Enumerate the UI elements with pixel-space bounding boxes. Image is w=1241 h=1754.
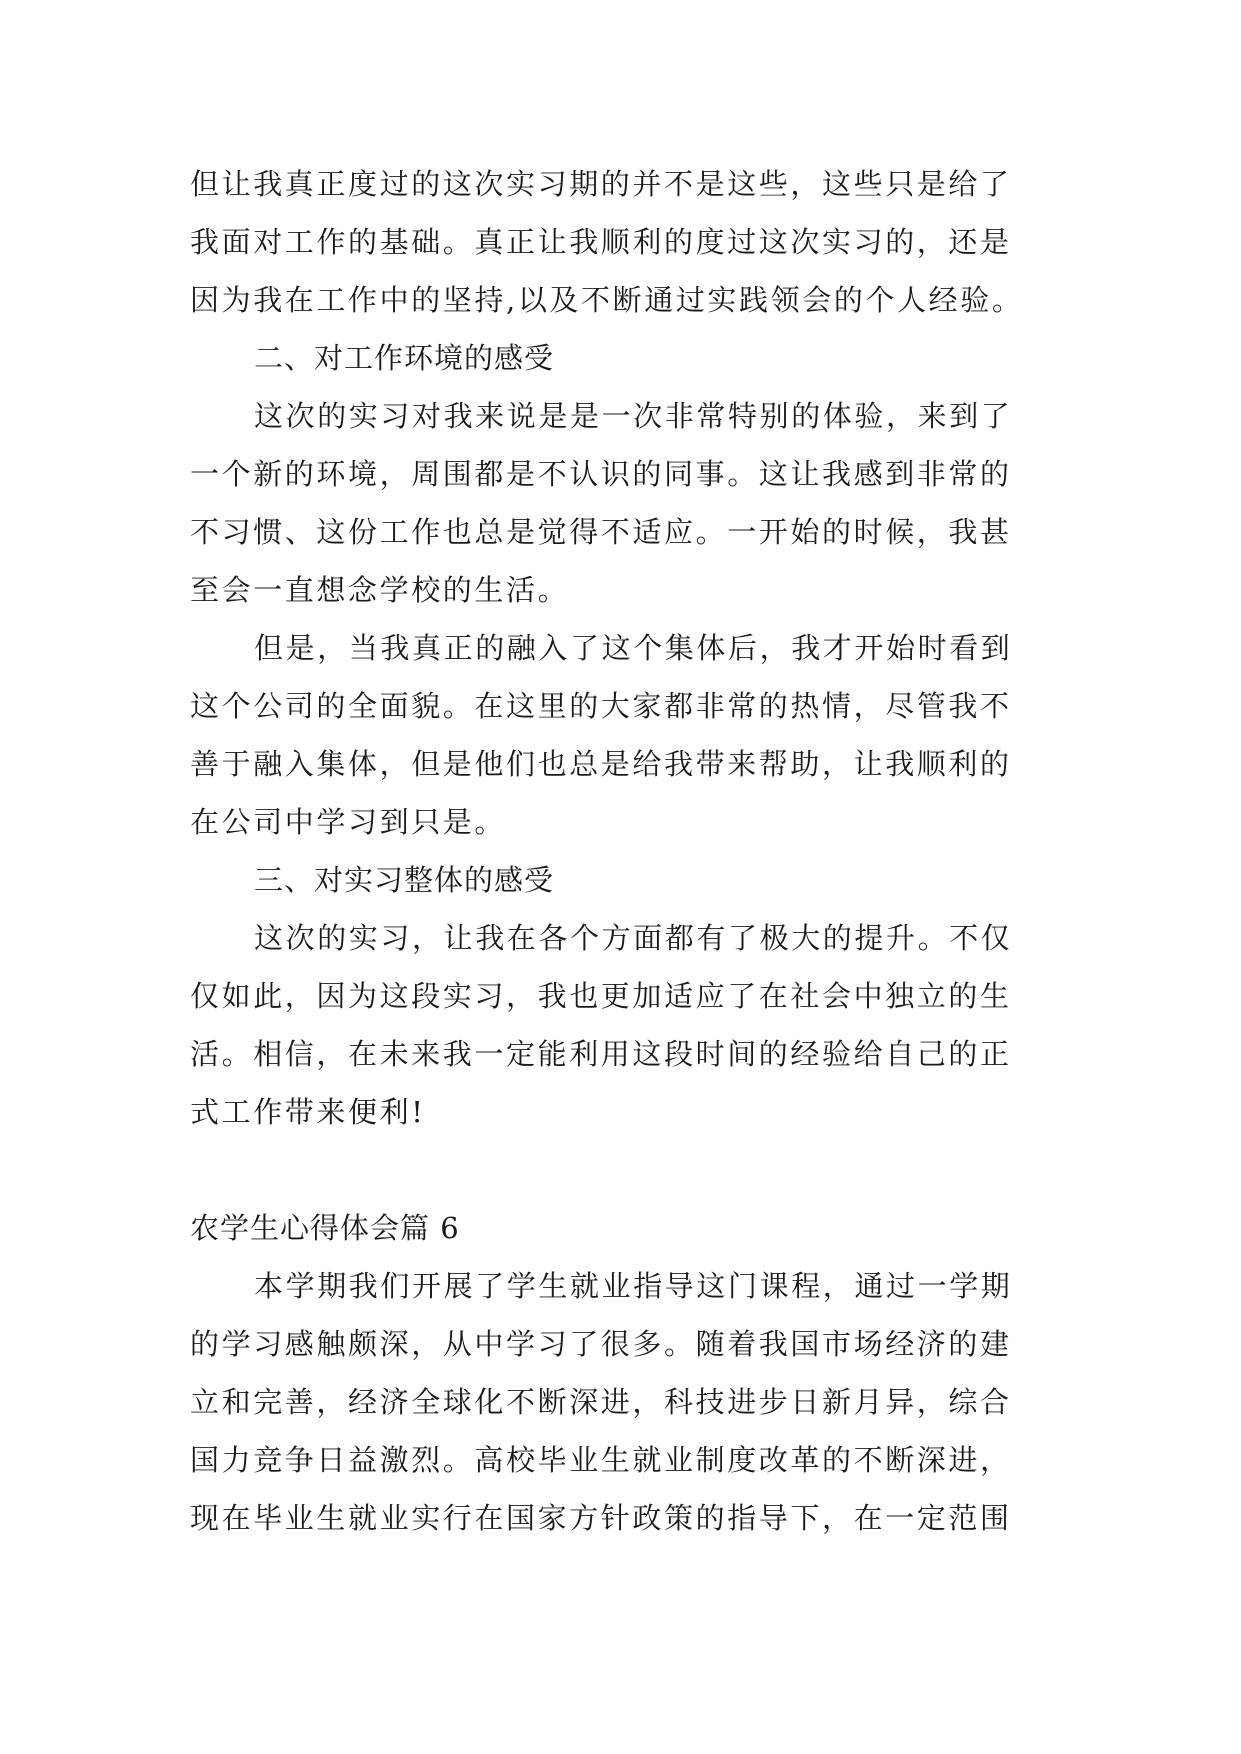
- paragraph-line: 至会一直想念学校的生活。: [190, 573, 570, 607]
- paragraph-line: 这个公司的全面貌。在这里的大家都非常的热情，尽管我不: [190, 689, 1012, 723]
- paragraph-line: 但让我真正度过的这次实习期的并不是这些，这些只是给了: [190, 167, 1012, 201]
- paragraph-line: 立和完善，经济全球化不断深进，科技进步日新月异，综合: [190, 1385, 1012, 1419]
- paragraph-line: 我面对工作的基础。真正让我顺利的度过这次实习的，还是: [190, 225, 1012, 259]
- paragraph-line: 善于融入集体，但是他们也总是给我带来帮助，让我顺利的: [190, 747, 1012, 781]
- paragraph-line: 这次的实习，让我在各个方面都有了极大的提升。不仅: [254, 921, 1013, 955]
- paragraph-line: 但是，当我真正的融入了这个集体后，我才开始时看到: [254, 631, 1013, 665]
- section-heading: 二、对工作环境的感受: [254, 341, 555, 375]
- paragraph-line: 式工作带来便利!: [190, 1095, 426, 1129]
- paragraph-line: 在公司中学习到只是。: [190, 805, 507, 839]
- article-title: 农学生心得体会篇 6: [190, 1211, 460, 1245]
- paragraph-line: 这次的实习对我来说是是一次非常特别的体验，来到了: [254, 399, 1013, 433]
- paragraph-line: 一个新的环境，周围都是不认识的同事。这让我感到非常的: [190, 457, 1012, 491]
- paragraph-line: 因为我在工作中的坚持,以及不断通过实践领会的个人经验。: [190, 283, 1024, 317]
- paragraph-line: 仅如此，因为这段实习，我也更加适应了在社会中独立的生: [190, 979, 1012, 1013]
- paragraph-line: 国力竞争日益激烈。高校毕业生就业制度改革的不断深进，: [190, 1443, 1012, 1477]
- paragraph-line: 本学期我们开展了学生就业指导这门课程，通过一学期: [254, 1269, 1013, 1303]
- paragraph-line: 活。相信，在未来我一定能利用这段时间的经验给自己的正: [190, 1037, 1012, 1071]
- paragraph-line: 现在毕业生就业实行在国家方针政策的指导下，在一定范围: [190, 1501, 1012, 1535]
- section-heading: 三、对实习整体的感受: [254, 863, 555, 897]
- paragraph-line: 的学习感触颇深，从中学习了很多。随着我国市场经济的建: [190, 1327, 1012, 1361]
- paragraph-line: 不习惯、这份工作也总是觉得不适应。一开始的时候，我甚: [190, 515, 1012, 549]
